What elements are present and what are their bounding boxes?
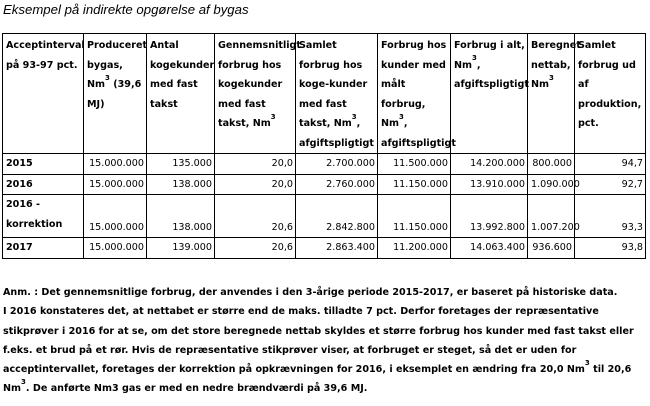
table-cell: 2.863.400 <box>296 238 378 259</box>
table-cell: 2.842.800 <box>296 195 378 238</box>
column-header-suffix: , afgiftspligtigt <box>454 59 529 90</box>
column-header <box>84 34 147 154</box>
table-cell: 15.000.000 <box>84 174 147 195</box>
column-header-suffix: , afgiftspligtigt <box>381 118 456 149</box>
row-label: 2015 <box>3 154 84 175</box>
note-paragraph-2 <box>3 302 645 398</box>
table-cell: 20,6 <box>215 238 296 259</box>
table-cell: 14.063.400 <box>451 238 528 259</box>
table-cell: 14.200.000 <box>451 154 528 175</box>
header-row <box>3 34 646 154</box>
column-header-superscript: 3 <box>399 112 404 121</box>
note-line-1: Anm. : Det gennemsnitlige forbrug, der anvendes i den 3-årige periode 2015-2017, er baseret på historiske data. <box>3 287 618 298</box>
note-text-a: I 2016 konstateres det, at nettabet er større end de maks. tilladte 7 pct. Derfor foretages der repræsentative stikprøver i 2016 for at se, om det store beregnede nettab skyldes et større forbrug hos kunder med fast takst eller f.eks. et brud på et rør. Hvis de repræsentative stikprøver viser, at forbruget er steget, så det er uden for acceptintervallet, foretages der korrektion på opkrævningen for 2016, i eksemplet en ændring fra 20,0 Nm <box>3 306 634 376</box>
column-header-suffix: (39,6 MJ) <box>87 79 142 110</box>
table-cell: 15.000.000 <box>84 238 147 259</box>
table-cell: 20,0 <box>215 154 296 175</box>
column-header-superscript: 3 <box>270 112 276 121</box>
column-header-suffix: , afgiftspligtigt <box>299 118 374 149</box>
column-header-text: Beregnet nettab, Nm <box>531 40 581 90</box>
column-header-text: Forbrug i alt, Nm <box>454 40 525 71</box>
note-text-b: til 20,6 Nm <box>3 364 632 395</box>
table-cell: 936.600 <box>528 238 575 259</box>
table-cell: 1.007.200 <box>528 195 575 238</box>
table-cell: 138.000 <box>147 195 215 238</box>
table-cell: 13.992.800 <box>451 195 528 238</box>
column-header-text: Samlet forbrug ud af produktion, pct. <box>578 40 642 129</box>
column-header-text: Gennemsnitligt forbrug hos kogekunder med fast takst, Nm <box>218 40 301 129</box>
table-cell: 11.500.000 <box>378 154 451 175</box>
page-title: Eksempel på indirekte opgørelse af bygas <box>3 2 249 17</box>
row-label: 2017 <box>3 238 84 259</box>
column-header-text: Samlet forbrug hos koge-kunder med fast takst, Nm <box>299 40 368 129</box>
column-header-text: Antal kogekunder med fast takst <box>150 40 215 110</box>
column-header <box>451 34 528 154</box>
table-cell: 11.150.000 <box>378 174 451 195</box>
table-cell: 2.760.000 <box>296 174 378 195</box>
row-label: 2016 -korrektion <box>3 195 84 238</box>
table-cell: 11.200.000 <box>378 238 451 259</box>
table-row <box>3 174 646 195</box>
table-row <box>3 238 646 259</box>
table-cell: 20,6 <box>215 195 296 238</box>
table-cell: 15.000.000 <box>84 154 147 175</box>
table-cell: 2.700.000 <box>296 154 378 175</box>
column-header-superscript: 3 <box>351 112 357 121</box>
column-header-text: Acceptinterval på 93-97 pct. <box>6 40 85 71</box>
note-text-c: . De anførte Nm3 gas er med en nedre brændværdi på 39,6 MJ. <box>25 383 368 395</box>
column-header-superscript: 3 <box>472 54 477 63</box>
row-label: 2016 <box>3 174 84 195</box>
table-cell: 139.000 <box>147 238 215 259</box>
table-cell: 15.000.000 <box>84 195 147 238</box>
table-cell: 20,0 <box>215 174 296 195</box>
note-superscript-1: 3 <box>584 359 590 367</box>
note-superscript-2: 3 <box>21 378 26 387</box>
bygas-table <box>2 33 646 259</box>
table-cell: 13.910.000 <box>451 174 528 195</box>
column-header <box>147 34 215 154</box>
table-cell: 135.000 <box>147 154 215 175</box>
table-cell: 138.000 <box>147 174 215 195</box>
annotation-note <box>3 283 645 399</box>
column-header <box>528 34 581 154</box>
column-header <box>215 34 301 154</box>
table-cell: 800.000 <box>528 154 575 175</box>
table-row <box>3 154 646 175</box>
column-header-text: Produceret bygas, Nm <box>87 40 148 90</box>
column-header <box>3 34 84 154</box>
table-cell: 1.090.000 <box>528 174 575 195</box>
table-cell: 94,7 <box>575 154 646 175</box>
column-header-superscript: 3 <box>105 73 110 82</box>
column-header-superscript: 3 <box>549 73 554 82</box>
table-row <box>3 195 646 238</box>
column-header-text: Forbrug hos kunder med målt forbrug, Nm <box>381 40 447 129</box>
table-cell: 11.150.000 <box>378 195 451 238</box>
table-cell: 93,3 <box>575 195 646 238</box>
table-cell: 93,8 <box>575 238 646 259</box>
column-header <box>575 34 646 154</box>
column-header <box>296 34 378 154</box>
column-header <box>378 34 456 154</box>
table-cell: 92,7 <box>575 174 646 195</box>
